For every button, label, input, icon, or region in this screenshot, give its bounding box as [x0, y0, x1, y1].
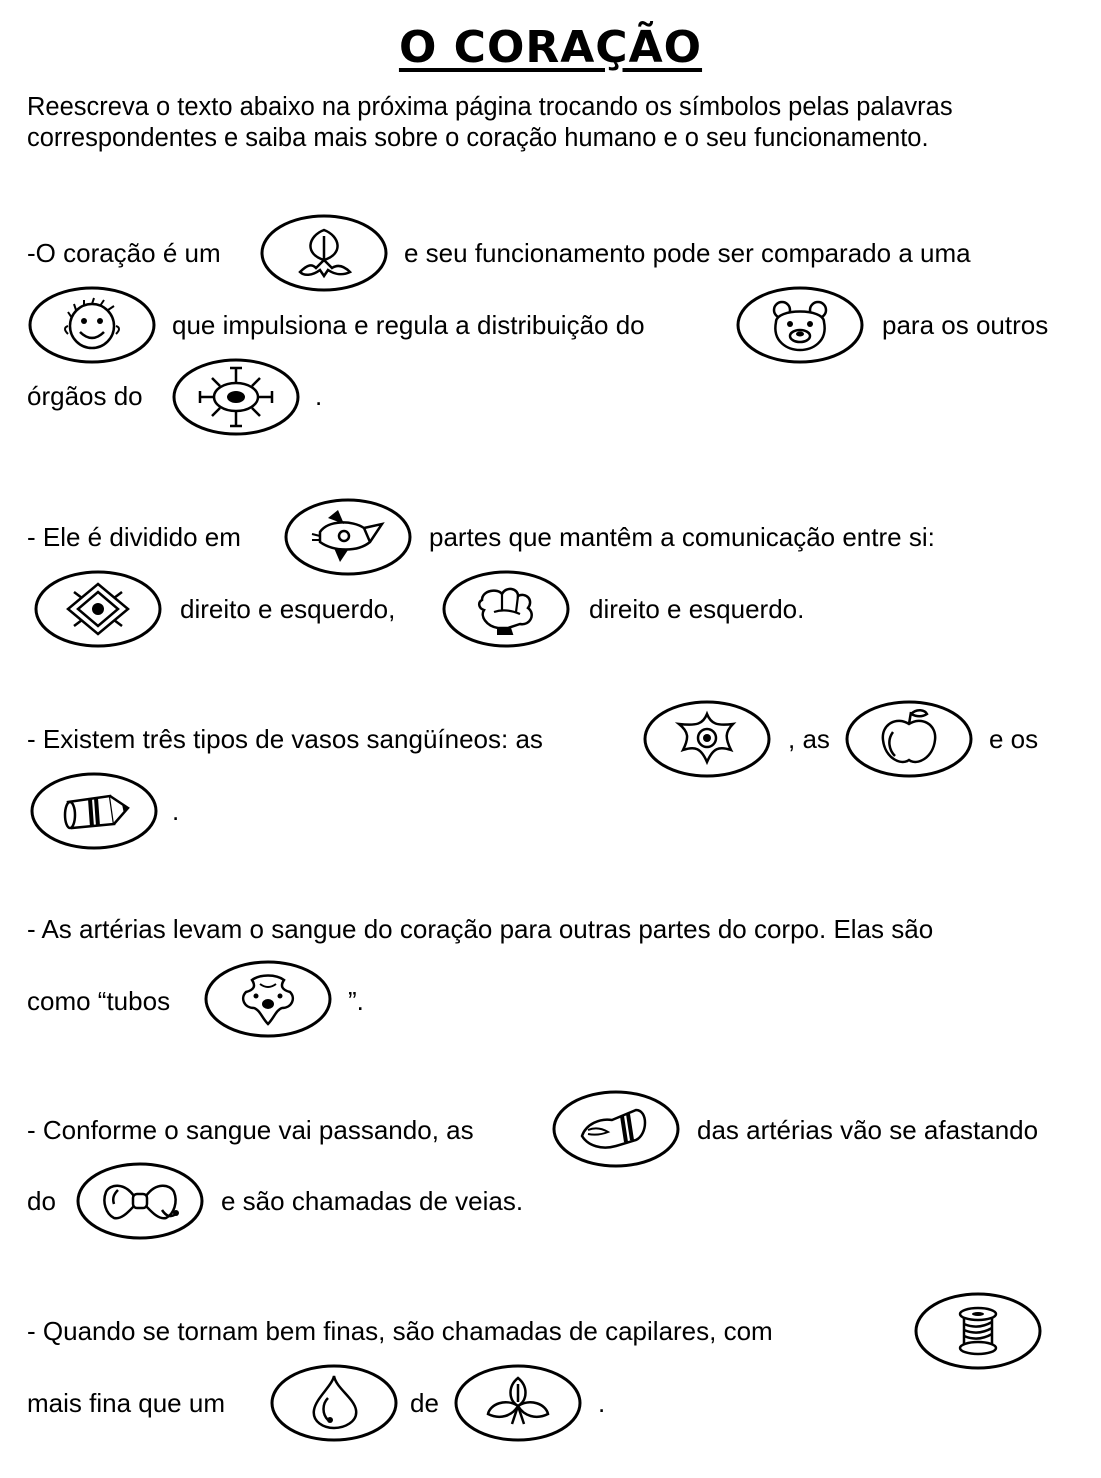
p5-text-a: - Conforme o sangue vai passando, as	[27, 1115, 474, 1145]
p3-text-a: - Existem três tipos de vasos sangüíneos: as	[27, 724, 543, 754]
p5-text-c: do	[27, 1186, 56, 1216]
p2-text-a: - Ele é dividido em	[27, 522, 241, 552]
p2-text-b: partes que mantêm a comunicação entre si:	[429, 522, 935, 552]
page-title: O CORAÇÃO	[398, 22, 703, 73]
p6-text-d: .	[598, 1388, 606, 1418]
p4-text-c: ”.	[348, 986, 364, 1016]
p1-text-b: e seu funcionamento pode ser comparado a uma	[404, 238, 971, 268]
blob-face-icon	[204, 960, 332, 1038]
garlic-icon	[270, 1364, 398, 1442]
instructions: Reescreva o texto abaixo na próxima página trocando os símbolos pelas palavras correspondentes e saiba mais sobre o coração humano e o seu funcionamento.	[27, 93, 953, 152]
crayon-icon	[30, 772, 158, 850]
bow-tie-icon	[76, 1162, 204, 1240]
p1-text-f: .	[315, 381, 323, 411]
sun-eye-icon	[172, 358, 300, 436]
p4-text-b: como “tubos	[27, 986, 171, 1016]
p1-text-a: -O coração é um	[27, 238, 221, 268]
fist-icon	[442, 570, 570, 648]
p4-text-a: - As artérias levam o sangue do coração para outras partes do corpo. Elas são	[27, 914, 934, 944]
bear-face-icon	[736, 286, 864, 364]
p2-text-c: direito e esquerdo,	[180, 594, 396, 624]
p3-text-d: .	[172, 796, 180, 826]
p3-text-b: , as	[788, 724, 830, 754]
p5-text-d: e são chamadas de veias.	[221, 1186, 524, 1216]
smiley-face-icon	[28, 286, 156, 364]
p3-text-c: e os	[989, 724, 1039, 754]
p6-text-b: mais fina que um	[27, 1388, 225, 1418]
spool-icon	[914, 1292, 1042, 1370]
flower-icon	[454, 1364, 582, 1442]
candy-icon	[552, 1090, 680, 1168]
star-eye-icon	[643, 700, 771, 778]
p1-text-d: para os outros	[882, 310, 1049, 340]
p6-text-a: - Quando se tornam bem finas, são chamadas de capilares, com	[27, 1316, 773, 1346]
p1-text-c: que impulsiona e regula a distribuição do	[172, 310, 645, 340]
diamond-eye-icon	[34, 570, 162, 648]
p5-text-b: das artérias vão se afastando	[697, 1115, 1039, 1145]
p1-text-e: órgãos do	[27, 381, 143, 411]
p2-text-d: direito e esquerdo.	[589, 594, 805, 624]
p6-text-c: de	[410, 1388, 439, 1418]
leaf-icon	[260, 214, 388, 292]
rocket-icon	[284, 498, 412, 576]
apple-icon	[845, 700, 973, 778]
